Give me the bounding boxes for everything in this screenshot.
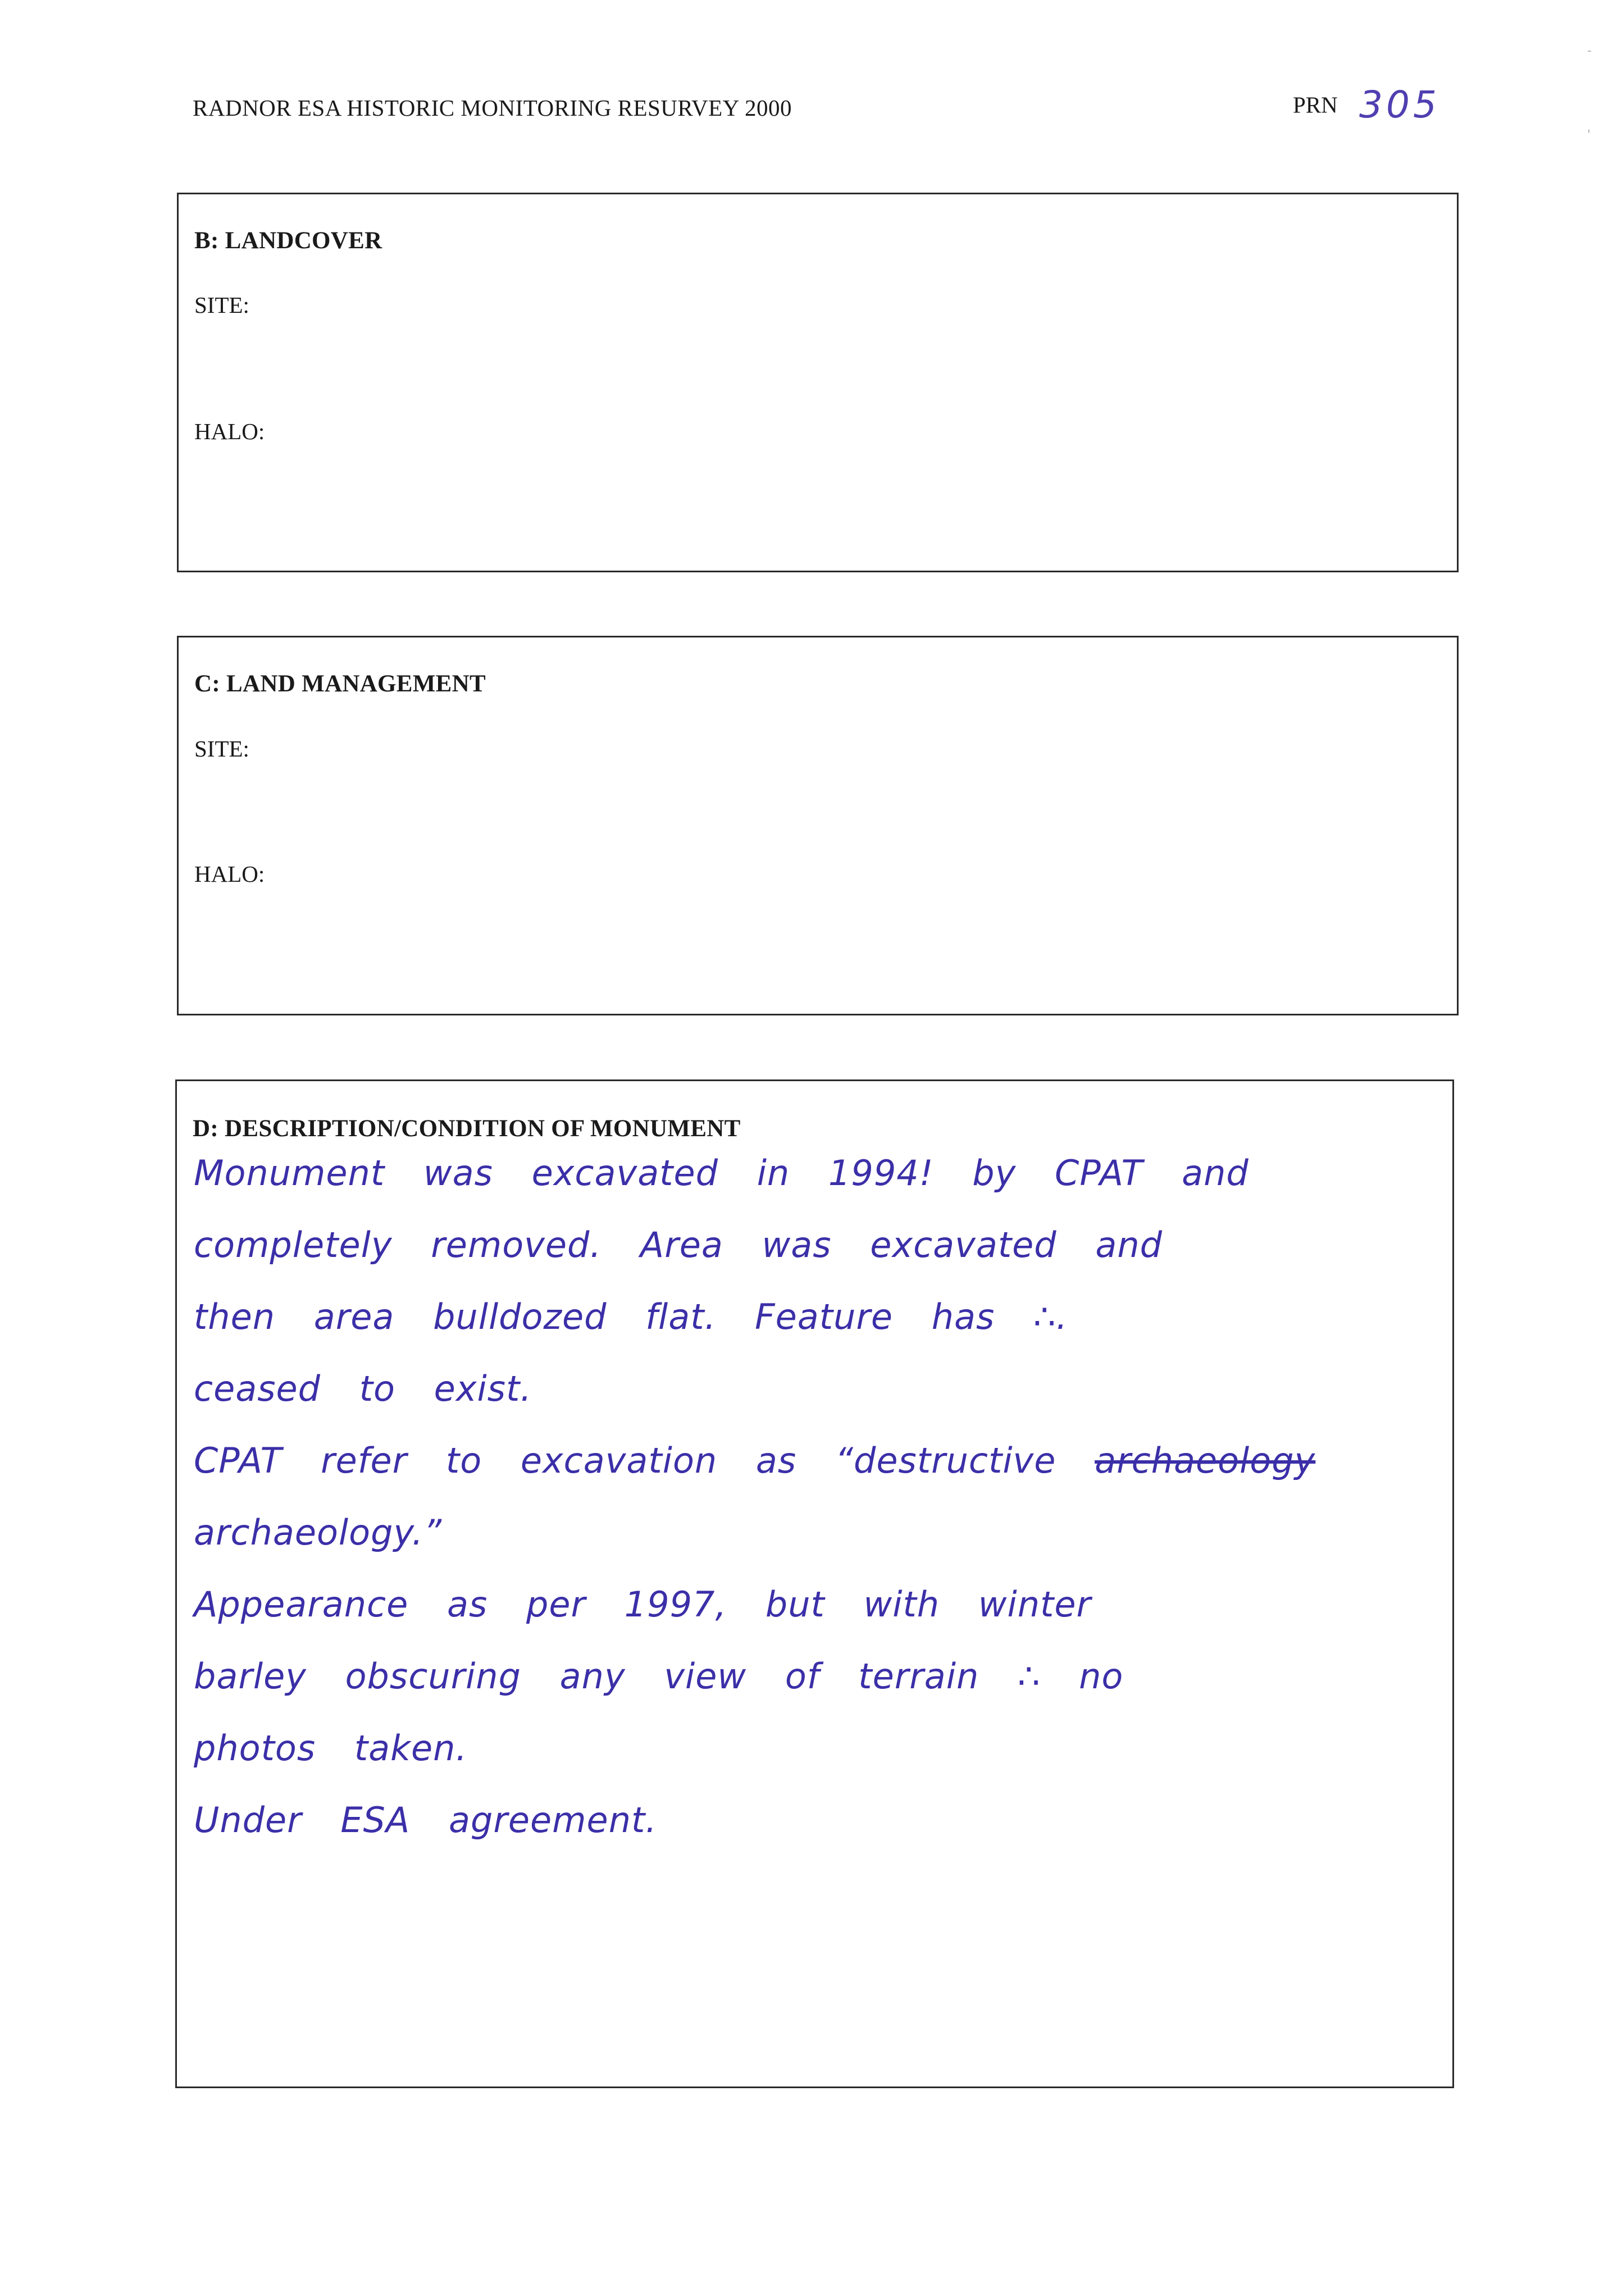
description-line-3: then area bulldozed flat. Feature has ∴. — [194, 1296, 1068, 1337]
landcover-title: B: LANDCOVER — [194, 227, 382, 254]
description-line-9: photos taken. — [194, 1728, 468, 1769]
land-management-section — [177, 636, 1459, 1015]
description-line-2: completely removed. Area was excavated and — [194, 1224, 1163, 1265]
land-management-halo-label: HALO: — [194, 861, 265, 887]
prn-value: 305 — [1359, 83, 1440, 126]
description-line-1: Monument was excavated in 1994! by CPAT and — [194, 1152, 1249, 1193]
description-title: D: DESCRIPTION/CONDITION OF MONUMENT — [193, 1115, 741, 1142]
prn-label: PRN — [1293, 92, 1338, 118]
description-line-7: Appearance as per 1997, but with winter — [194, 1584, 1091, 1625]
handwritten-description — [194, 1137, 1429, 1856]
land-management-title: C: LAND MANAGEMENT — [194, 671, 486, 697]
description-line-5 — [194, 1425, 1429, 1497]
struck-out-word: archaeology — [1095, 1440, 1316, 1481]
description-line-6: archaeology.” — [194, 1512, 443, 1553]
scan-edge-mark-lower: ' — [1587, 128, 1591, 142]
landcover-site-label: SITE: — [194, 292, 249, 318]
header-title: RADNOR ESA HISTORIC MONITORING RESURVEY 2000 — [193, 95, 792, 121]
land-management-site-label: SITE: — [194, 736, 249, 762]
description-section — [175, 1079, 1454, 2088]
description-line-10: Under ESA agreement. — [194, 1800, 658, 1841]
description-line-5-text: CPAT refer to excavation as “destructive — [194, 1440, 1056, 1481]
prn-reference — [1293, 83, 1440, 126]
landcover-section — [177, 193, 1459, 572]
description-line-8: barley obscuring any view of terrain ∴ no — [194, 1656, 1124, 1697]
description-line-4: ceased to exist. — [194, 1368, 532, 1409]
landcover-halo-label: HALO: — [194, 418, 265, 444]
scan-edge-mark-top: - — [1587, 44, 1592, 58]
